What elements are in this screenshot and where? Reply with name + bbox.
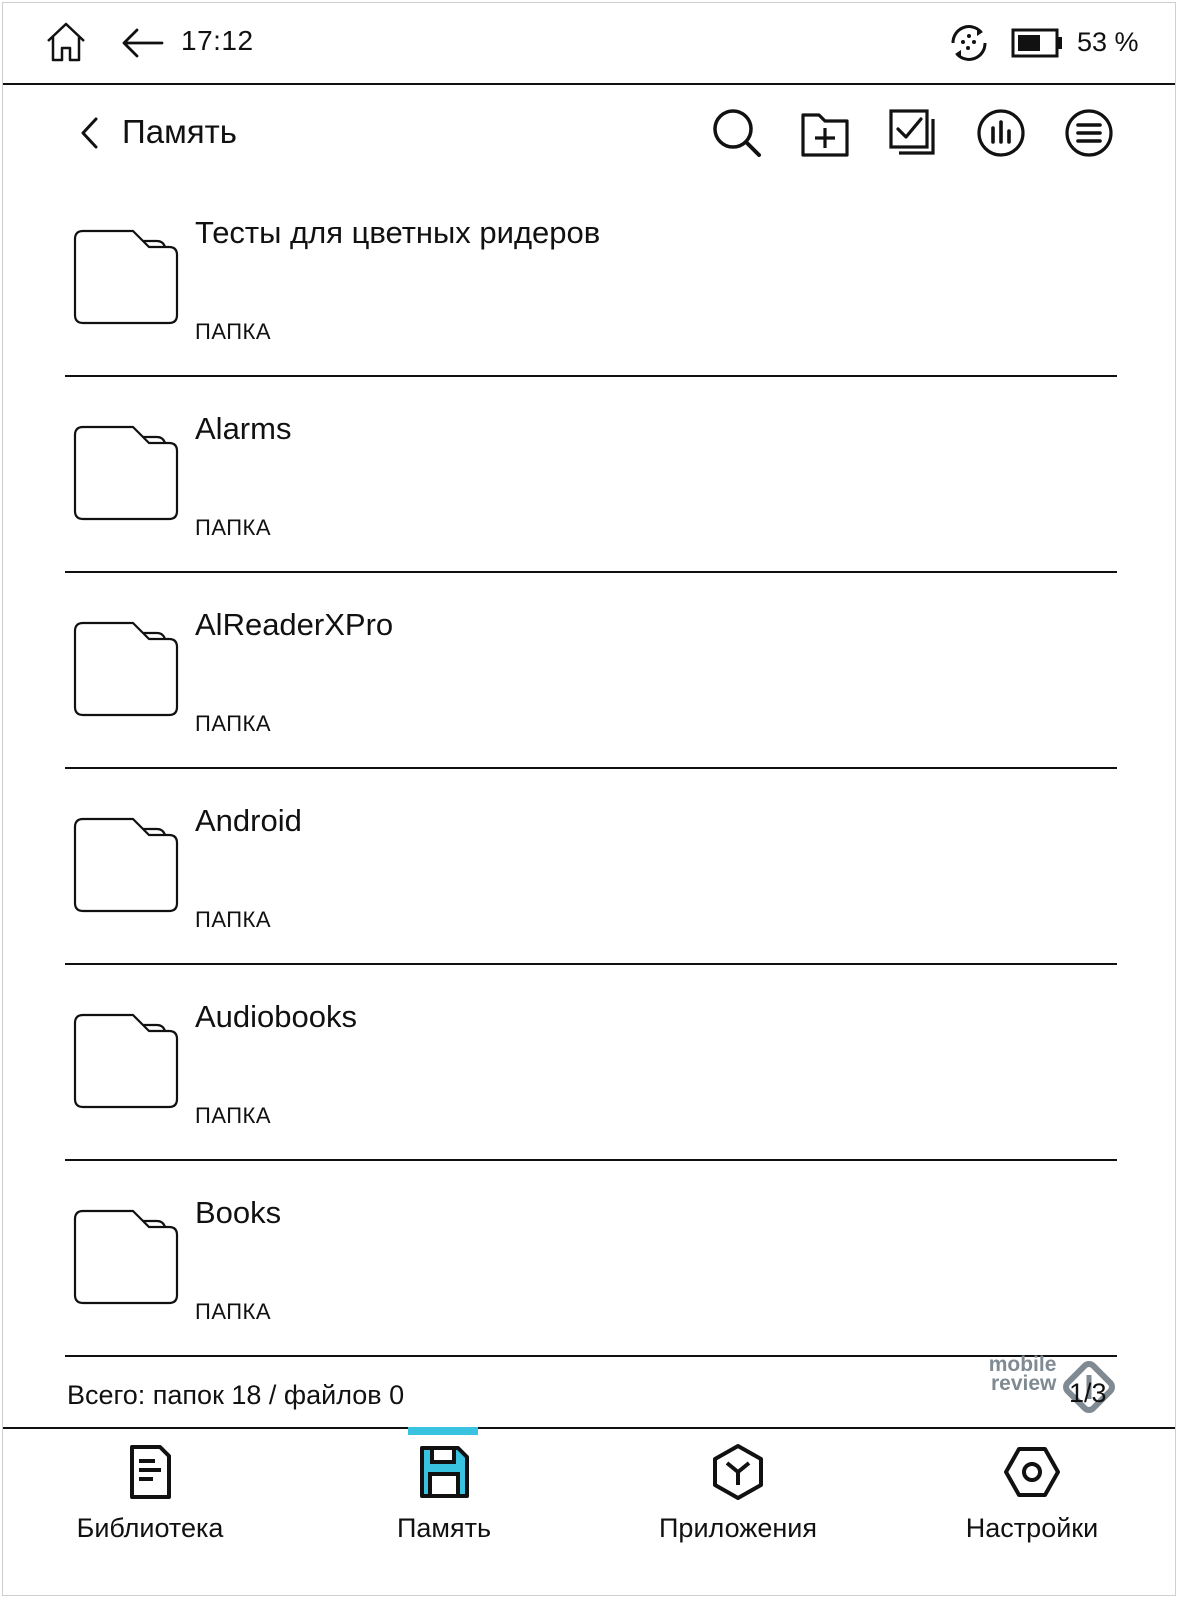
battery-percent: 53 % bbox=[1077, 27, 1139, 57]
menu-icon[interactable] bbox=[1061, 105, 1117, 161]
folder-icon bbox=[73, 1207, 181, 1307]
nav-label: Настройки bbox=[965, 1513, 1099, 1543]
item-name: Audiobooks bbox=[195, 999, 358, 1034]
item-name: Тесты для цветных ридеров bbox=[195, 215, 601, 250]
nav-label: Память bbox=[396, 1513, 492, 1543]
back-arrow-icon[interactable] bbox=[119, 23, 165, 63]
file-list bbox=[65, 181, 1117, 1357]
sync-icon[interactable] bbox=[947, 21, 991, 65]
folder-icon bbox=[73, 815, 181, 915]
bottom-navigation bbox=[3, 1427, 1176, 1596]
nav-label: Приложения bbox=[659, 1513, 817, 1543]
storage-icon bbox=[415, 1443, 473, 1501]
home-icon[interactable] bbox=[43, 19, 89, 65]
item-name: Android bbox=[195, 803, 302, 838]
item-type: ПАПКА bbox=[195, 1103, 272, 1128]
screen bbox=[2, 2, 1176, 1596]
watermark-text bbox=[977, 1355, 1056, 1393]
folder-icon bbox=[73, 619, 181, 719]
item-type: ПАПКА bbox=[195, 515, 272, 540]
item-type: ПАПКА bbox=[195, 711, 272, 736]
settings-icon bbox=[1003, 1443, 1061, 1501]
nav-library[interactable] bbox=[3, 1429, 297, 1596]
list-item[interactable] bbox=[65, 1161, 1117, 1357]
header-back-button[interactable] bbox=[61, 105, 117, 161]
status-divider bbox=[3, 83, 1176, 85]
item-name: Books bbox=[195, 1195, 282, 1230]
status-bar bbox=[3, 3, 1176, 83]
items-total: Всего: папок 18 / файлов 0 bbox=[67, 1380, 405, 1410]
watermark-line: mobile bbox=[988, 1353, 1057, 1376]
multi-select-icon[interactable] bbox=[885, 105, 941, 161]
storage-stats-icon[interactable] bbox=[973, 105, 1029, 161]
folder-icon bbox=[73, 423, 181, 523]
list-item[interactable] bbox=[65, 181, 1117, 377]
nav-label: Библиотека bbox=[76, 1513, 224, 1543]
item-type: ПАПКА bbox=[195, 1299, 272, 1324]
list-item[interactable] bbox=[65, 573, 1117, 769]
list-item[interactable] bbox=[65, 965, 1117, 1161]
item-name: Alarms bbox=[195, 411, 292, 446]
page-title: Память bbox=[122, 113, 237, 150]
nav-apps[interactable] bbox=[591, 1429, 885, 1596]
search-icon[interactable] bbox=[709, 105, 765, 161]
apps-icon bbox=[709, 1443, 767, 1501]
item-type: ПАПКА bbox=[195, 319, 272, 344]
library-icon bbox=[121, 1443, 179, 1501]
new-folder-icon[interactable] bbox=[797, 105, 853, 161]
page-header bbox=[3, 87, 1176, 179]
list-item[interactable] bbox=[65, 769, 1117, 965]
nav-storage[interactable] bbox=[297, 1429, 591, 1596]
item-name: AlReaderXPro bbox=[195, 607, 394, 642]
clock-time: 17:12 bbox=[181, 25, 254, 56]
folder-icon bbox=[73, 227, 181, 327]
nav-settings[interactable] bbox=[885, 1429, 1176, 1596]
watermark-line: review bbox=[991, 1372, 1057, 1395]
item-type: ПАПКА bbox=[195, 907, 272, 932]
battery-icon bbox=[1011, 27, 1065, 59]
page-indicator: 1/3 bbox=[1069, 1378, 1107, 1408]
folder-icon bbox=[73, 1011, 181, 1111]
list-item[interactable] bbox=[65, 377, 1117, 573]
